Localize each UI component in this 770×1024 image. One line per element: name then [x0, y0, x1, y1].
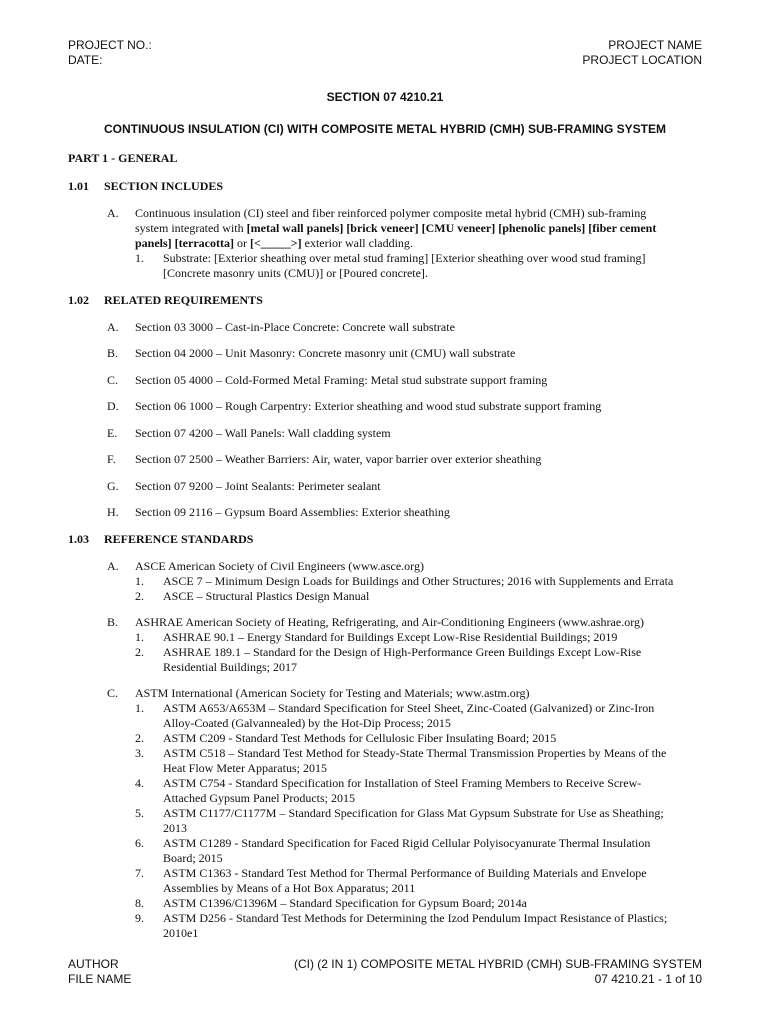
subparagraph-text — [163, 746, 708, 776]
list-item-label: C. — [107, 373, 119, 387]
text-line — [135, 221, 705, 236]
date-label: DATE: — [68, 53, 103, 67]
list-item-label: H. — [107, 505, 119, 519]
subparagraph-label: 5. — [135, 806, 144, 820]
subparagraph-text — [163, 806, 708, 836]
subparagraph-label: 6. — [135, 836, 144, 850]
subparagraph-label: 2. — [135, 589, 144, 603]
text-line: Assemblies by Means of a Hot Box Apparatus; 2011 — [163, 881, 416, 895]
paragraph-text — [135, 206, 705, 251]
subparagraph-label: 1. — [135, 574, 144, 588]
text-line: ASTM A653/A653M – Standard Specification for Steel Sheet, Zinc-Coated (Galvanized) or Zinc-Iron — [163, 701, 655, 715]
text-line — [135, 236, 705, 251]
text-line: ASTM C1177/C1177M – Standard Specification for Glass Mat Gypsum Substrate for Use as Sheathing; — [163, 806, 664, 820]
list-item-text: Section 05 4000 – Cold-Formed Metal Framing: Metal stud substrate support framing — [135, 373, 548, 387]
text-line: ASTM D256 - Standard Test Methods for Determining the Izod Pendulum Impact Resistance of Plastics; — [163, 911, 668, 925]
text-line: Continuous insulation (CI) steel and fiber reinforced polymer composite metal hybrid (CMH) sub-framing — [135, 206, 647, 220]
subparagraph-text — [163, 251, 703, 281]
file-name-label: FILE NAME — [68, 972, 132, 986]
text-run-bold: panels] [terracotta] — [135, 236, 234, 250]
text-line: 2013 — [163, 821, 187, 835]
text-line: ASCE – Structural Plastics Design Manual — [163, 589, 370, 603]
subparagraph-text — [163, 645, 708, 675]
subparagraph-text — [163, 866, 708, 896]
subparagraph-text — [163, 574, 708, 589]
subparagraph-text — [163, 896, 708, 911]
article-number: 1.01 — [68, 179, 89, 193]
text-line: Board; 2015 — [163, 851, 223, 865]
subparagraph-text — [163, 630, 708, 645]
text-line: Substrate: [Exterior sheathing over metal stud framing] [Exterior sheathing over wood stud framing] — [163, 251, 646, 265]
article-heading — [68, 532, 253, 547]
project-location-label: PROJECT LOCATION — [582, 53, 702, 67]
subparagraph-text — [163, 911, 708, 941]
list-item-text: Section 04 2000 – Unit Masonry: Concrete masonry unit (CMU) wall substrate — [135, 346, 516, 360]
project-number-label: PROJECT NO.: — [68, 38, 152, 52]
list-item-text: Section 07 4200 – Wall Panels: Wall cladding system — [135, 426, 391, 440]
subparagraph-label: 1. — [135, 701, 144, 715]
text-line: ASHRAE 189.1 – Standard for the Design of High-Performance Green Buildings Except Low-Rise — [163, 645, 642, 659]
text-line: 2010e1 — [163, 926, 199, 940]
article-title: REFERENCE STANDARDS — [104, 532, 254, 546]
text-line: Heat Flow Meter Apparatus; 2015 — [163, 761, 327, 775]
subparagraph-text — [163, 836, 708, 866]
text-run: exterior wall cladding. — [301, 236, 413, 250]
list-item-label: F. — [107, 452, 116, 466]
footer-right — [294, 957, 702, 987]
header-right — [582, 38, 702, 68]
list-item-text: Section 07 9200 – Joint Sealants: Perimeter sealant — [135, 479, 381, 493]
text-line: [Concrete masonry units (CMU)] or [Poured concrete]. — [163, 266, 428, 280]
section-number: SECTION 07 4210.21 — [326, 90, 444, 104]
paragraph-label: A. — [107, 206, 119, 220]
article-title: SECTION INCLUDES — [104, 179, 224, 193]
list-item-label: D. — [107, 399, 119, 413]
subparagraph-label: 2. — [135, 645, 144, 659]
author-label: AUTHOR — [68, 957, 119, 971]
paragraph-label: B. — [107, 615, 119, 629]
subparagraph-text — [163, 776, 708, 806]
text-line: Attached Gypsum Panel Products; 2015 — [163, 791, 355, 805]
text-run-bold: [metal wall panels] [brick veneer] [CMU veneer] [phenolic panels] [fiber cement — [246, 221, 657, 235]
text-line: ASHRAE 90.1 – Energy Standard for Buildings Except Low-Rise Residential Buildings; 2019 — [163, 630, 618, 644]
footer-title: (CI) (2 IN 1) COMPOSITE METAL HYBRID (CMH) SUB-FRAMING SYSTEM — [293, 957, 702, 971]
paragraph-text: ASCE American Society of Civil Engineers (www.asce.org) — [135, 559, 424, 573]
project-name-label: PROJECT NAME — [608, 38, 702, 52]
list-item-label: B. — [107, 346, 119, 360]
subparagraph-label: 1. — [135, 630, 144, 644]
subparagraph-label: 9. — [135, 911, 144, 925]
paragraph-label: C. — [107, 686, 119, 700]
subparagraph-label: 2. — [135, 731, 144, 745]
list-item-text: Section 07 2500 – Weather Barriers: Air, water, vapor barrier over exterior sheathing — [135, 452, 542, 466]
article-number: 1.03 — [68, 532, 89, 546]
list-item-label: G. — [107, 479, 119, 493]
text-run-bold: [<_____>] — [249, 236, 302, 250]
text-run: or — [233, 236, 250, 250]
text-line: ASTM C1289 - Standard Specification for Faced Rigid Cellular Polyisocyanurate Thermal Insulation — [163, 836, 651, 850]
text-line: Residential Buildings; 2017 — [163, 660, 297, 674]
list-item-text: Section 06 1000 – Rough Carpentry: Exterior sheathing and wood stud substrate support framing — [135, 399, 602, 413]
article-heading — [68, 179, 223, 194]
text-line: ASTM C1363 - Standard Test Method for Thermal Performance of Building Materials and Envelope — [163, 866, 647, 880]
part-heading: PART 1 - GENERAL — [68, 151, 178, 165]
text-line: ASTM C518 – Standard Test Method for Steady-State Thermal Transmission Properties by Means of the — [163, 746, 667, 760]
subparagraph-text — [163, 589, 708, 604]
text-line: ASCE 7 – Minimum Design Loads for Buildings and Other Structures; 2016 with Supplements and Errata — [163, 574, 674, 588]
section-title: CONTINUOUS INSULATION (CI) WITH COMPOSITE METAL HYBRID (CMH) SUB-FRAMING SYSTEM — [104, 122, 666, 136]
text-run: system integrated with — [135, 221, 247, 235]
subparagraph-label: 1. — [135, 251, 144, 265]
subparagraph-text — [163, 701, 708, 731]
article-title: RELATED REQUIREMENTS — [104, 293, 263, 307]
paragraph-label: A. — [107, 559, 119, 573]
text-line: Alloy-Coated (Galvannealed) by the Hot-Dip Process; 2015 — [163, 716, 451, 730]
subparagraph-label: 4. — [135, 776, 144, 790]
paragraph-text: ASTM International (American Society for Testing and Materials; www.astm.org) — [135, 686, 530, 700]
list-item-text: Section 09 2116 – Gypsum Board Assemblies: Exterior sheathing — [135, 505, 450, 519]
footer-left — [68, 957, 131, 987]
list-item-label: A. — [107, 320, 119, 334]
subparagraph-label: 7. — [135, 866, 144, 880]
article-number: 1.02 — [68, 293, 89, 307]
subparagraph-text — [163, 731, 708, 746]
header-left — [68, 38, 152, 68]
list-item-label: E. — [107, 426, 118, 440]
paragraph-text: ASHRAE American Society of Heating, Refrigerating, and Air-Conditioning Engineers (www.ashrae.org) — [135, 615, 644, 629]
text-line: ASTM C1396/C1396M – Standard Specification for Gypsum Board; 2014a — [163, 896, 527, 910]
subparagraph-label: 3. — [135, 746, 144, 760]
page-number: 07 4210.21 - 1 of 10 — [594, 972, 702, 986]
subparagraph-label: 8. — [135, 896, 144, 910]
text-line: ASTM C754 - Standard Specification for Installation of Steel Framing Members to Receive Screw- — [163, 776, 642, 790]
text-line: ASTM C209 - Standard Test Methods for Cellulosic Fiber Insulating Board; 2015 — [163, 731, 557, 745]
list-item-text: Section 03 3000 – Cast-in-Place Concrete: Concrete wall substrate — [135, 320, 455, 334]
article-heading — [68, 293, 263, 308]
